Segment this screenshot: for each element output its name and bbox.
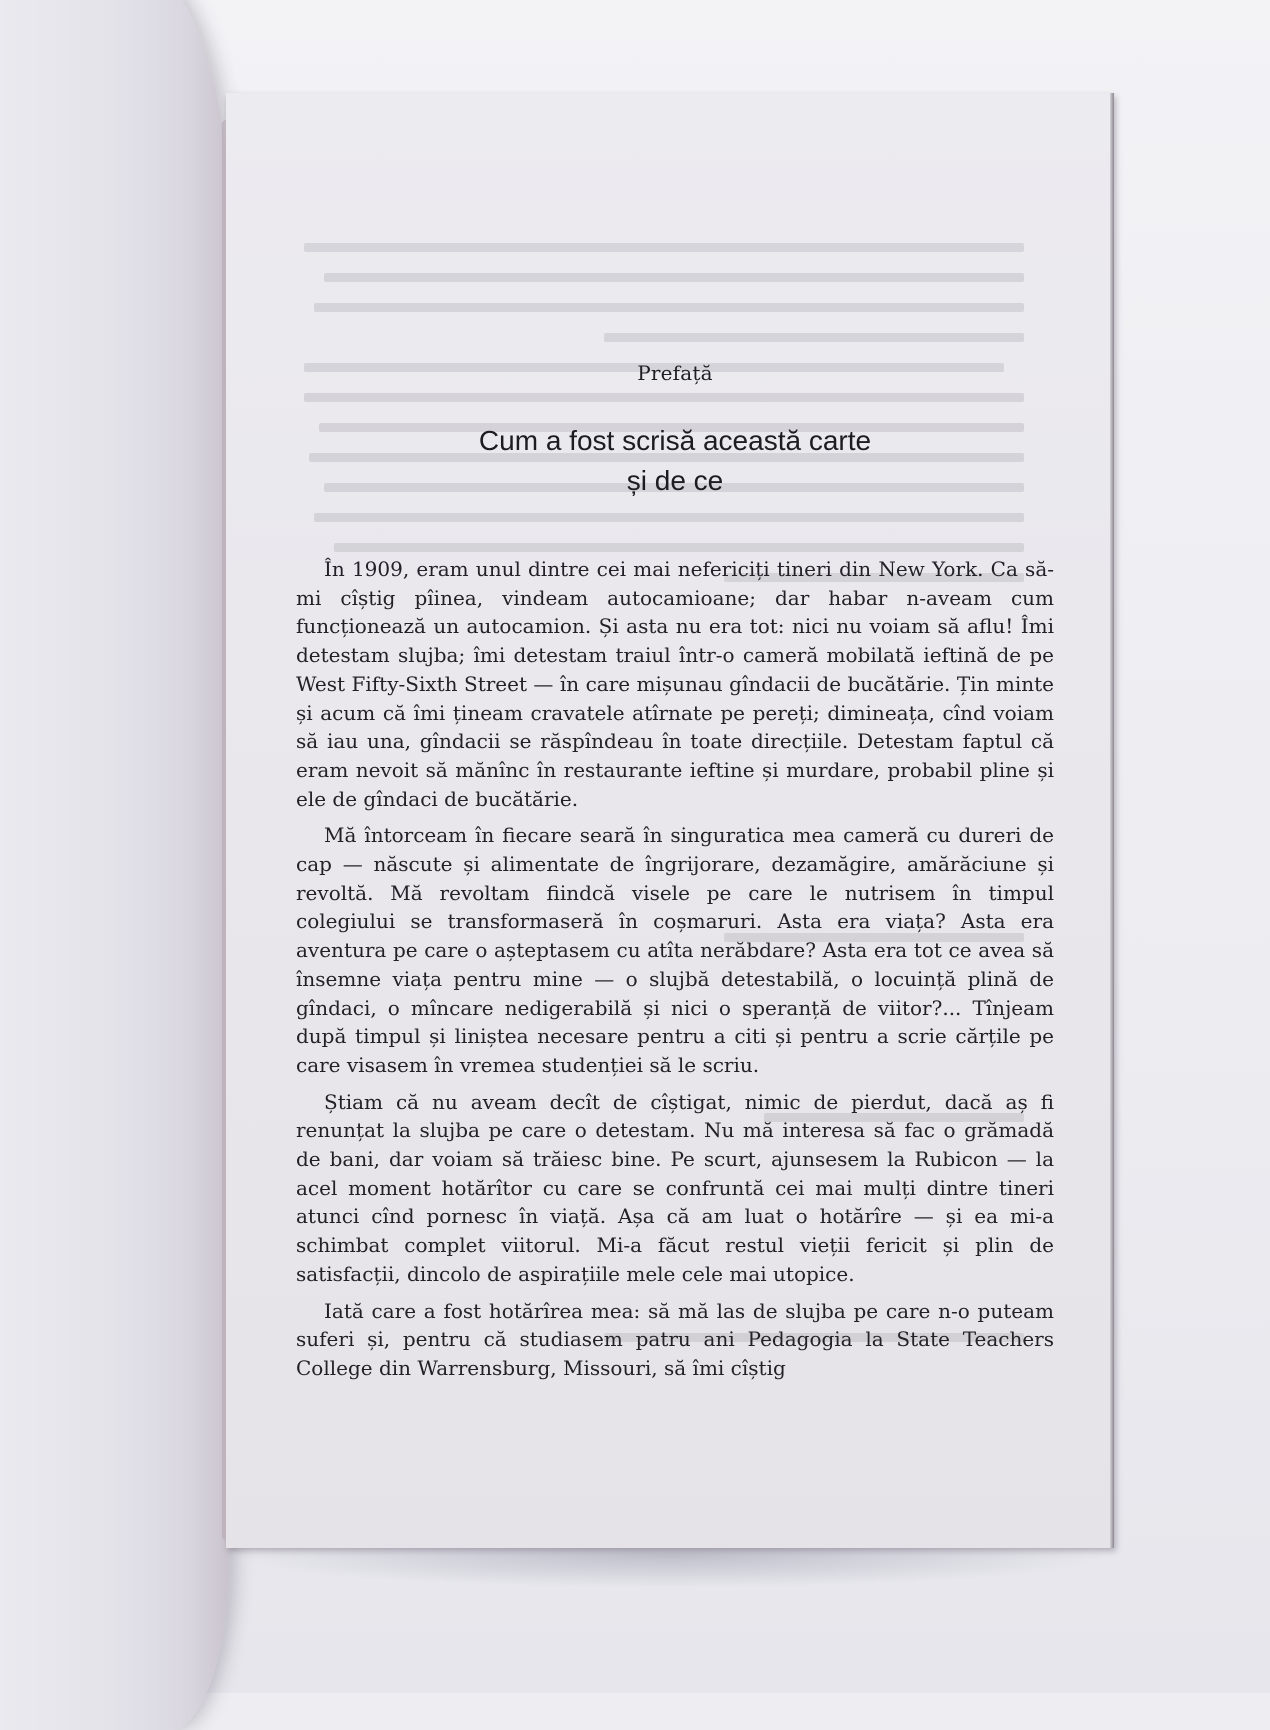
chapter-title <box>296 421 1054 501</box>
right-page <box>226 93 1114 1548</box>
body-text <box>296 555 1054 1391</box>
page-edge <box>1110 93 1114 1548</box>
chapter-label: Prefață <box>637 361 713 385</box>
left-page <box>0 0 230 1730</box>
chapter-title-line-1: Cum a fost scrisă această carte <box>478 425 872 456</box>
chapter-title-line-2: și de ce <box>626 465 724 496</box>
paragraph: În 1909, eram unul dintre cei mai nefericiți tineri din New York. Ca să-mi cîștig pîinea, vindeam autocamioane; dar habar n-aveam cum funcționează un autocamion. Și asta nu era tot: nici nu voiam să aflu! Îmi detestam slujba; îmi detestam traiul într-o cameră mobilată ieftină de pe West Fifty-Sixth Street — în care mișunau gîndacii de bucătărie. Țin minte și acum că îmi țineam cravatele atîrnate pe pereți; dimineața, cînd voiam să iau una, gîndacii se răspîndeau în toate direcțiile. Detestam faptul că eram nevoit să mănînc în restaurante ieftine și murdare, probabil pline și ele de gîndaci de bucătărie. <box>296 557 1054 811</box>
paragraph: Știam că nu aveam decît de cîștigat, nimic de pierdut, dacă aș fi renunțat la slujba pe care o detestam. Nu mă interesa să fac o grămadă de bani, dar voiam să trăiesc bine. Pe scurt, ajunsesem la Rubicon — la acel moment hotărîtor cu care se confruntă cei mai mulți dintre tineri atunci cînd pornesc în viață. Așa că am luat o hotărîre — și ea mi-a schimbat complet viitorul. Mi-a făcut restul vieții fericit și plin de satisfacții, dincolo de aspirațiile mele cele mai utopice. <box>296 1089 1054 1286</box>
paragraph: Mă întorceam în fiecare seară în singuratica mea cameră cu dureri de cap — născute și alimentate de îngrijorare, dezamăgire, amărăciune și revoltă. Mă revoltam fiindcă visele pe care le nutrisem în timpul colegiului se transformaseră în coșmaruri. Asta era viața? Asta era aventura pe care o așteptasem cu atîta nerăbdare? Asta era tot ce avea să însemne viața pentru mine — o slujbă detestabilă, o locuință plină de gîndaci, o mîncare nedigerabilă și nici o speranță de viitor?... Tînjeam după timpul și liniștea necesare pentru a citi și pentru a scrie cărțile pe care visasem în vremea studenției să le scriu. <box>296 823 1054 1077</box>
page-shadow <box>230 1548 1110 1588</box>
paragraph: Iată care a fost hotărîrea mea: să mă las de slujba pe care n-o puteam suferi și, pentru că studiasem patru ani Pedagogia la State Teachers College din Warrensburg, Missouri, să îmi cîștig <box>296 1298 1054 1380</box>
